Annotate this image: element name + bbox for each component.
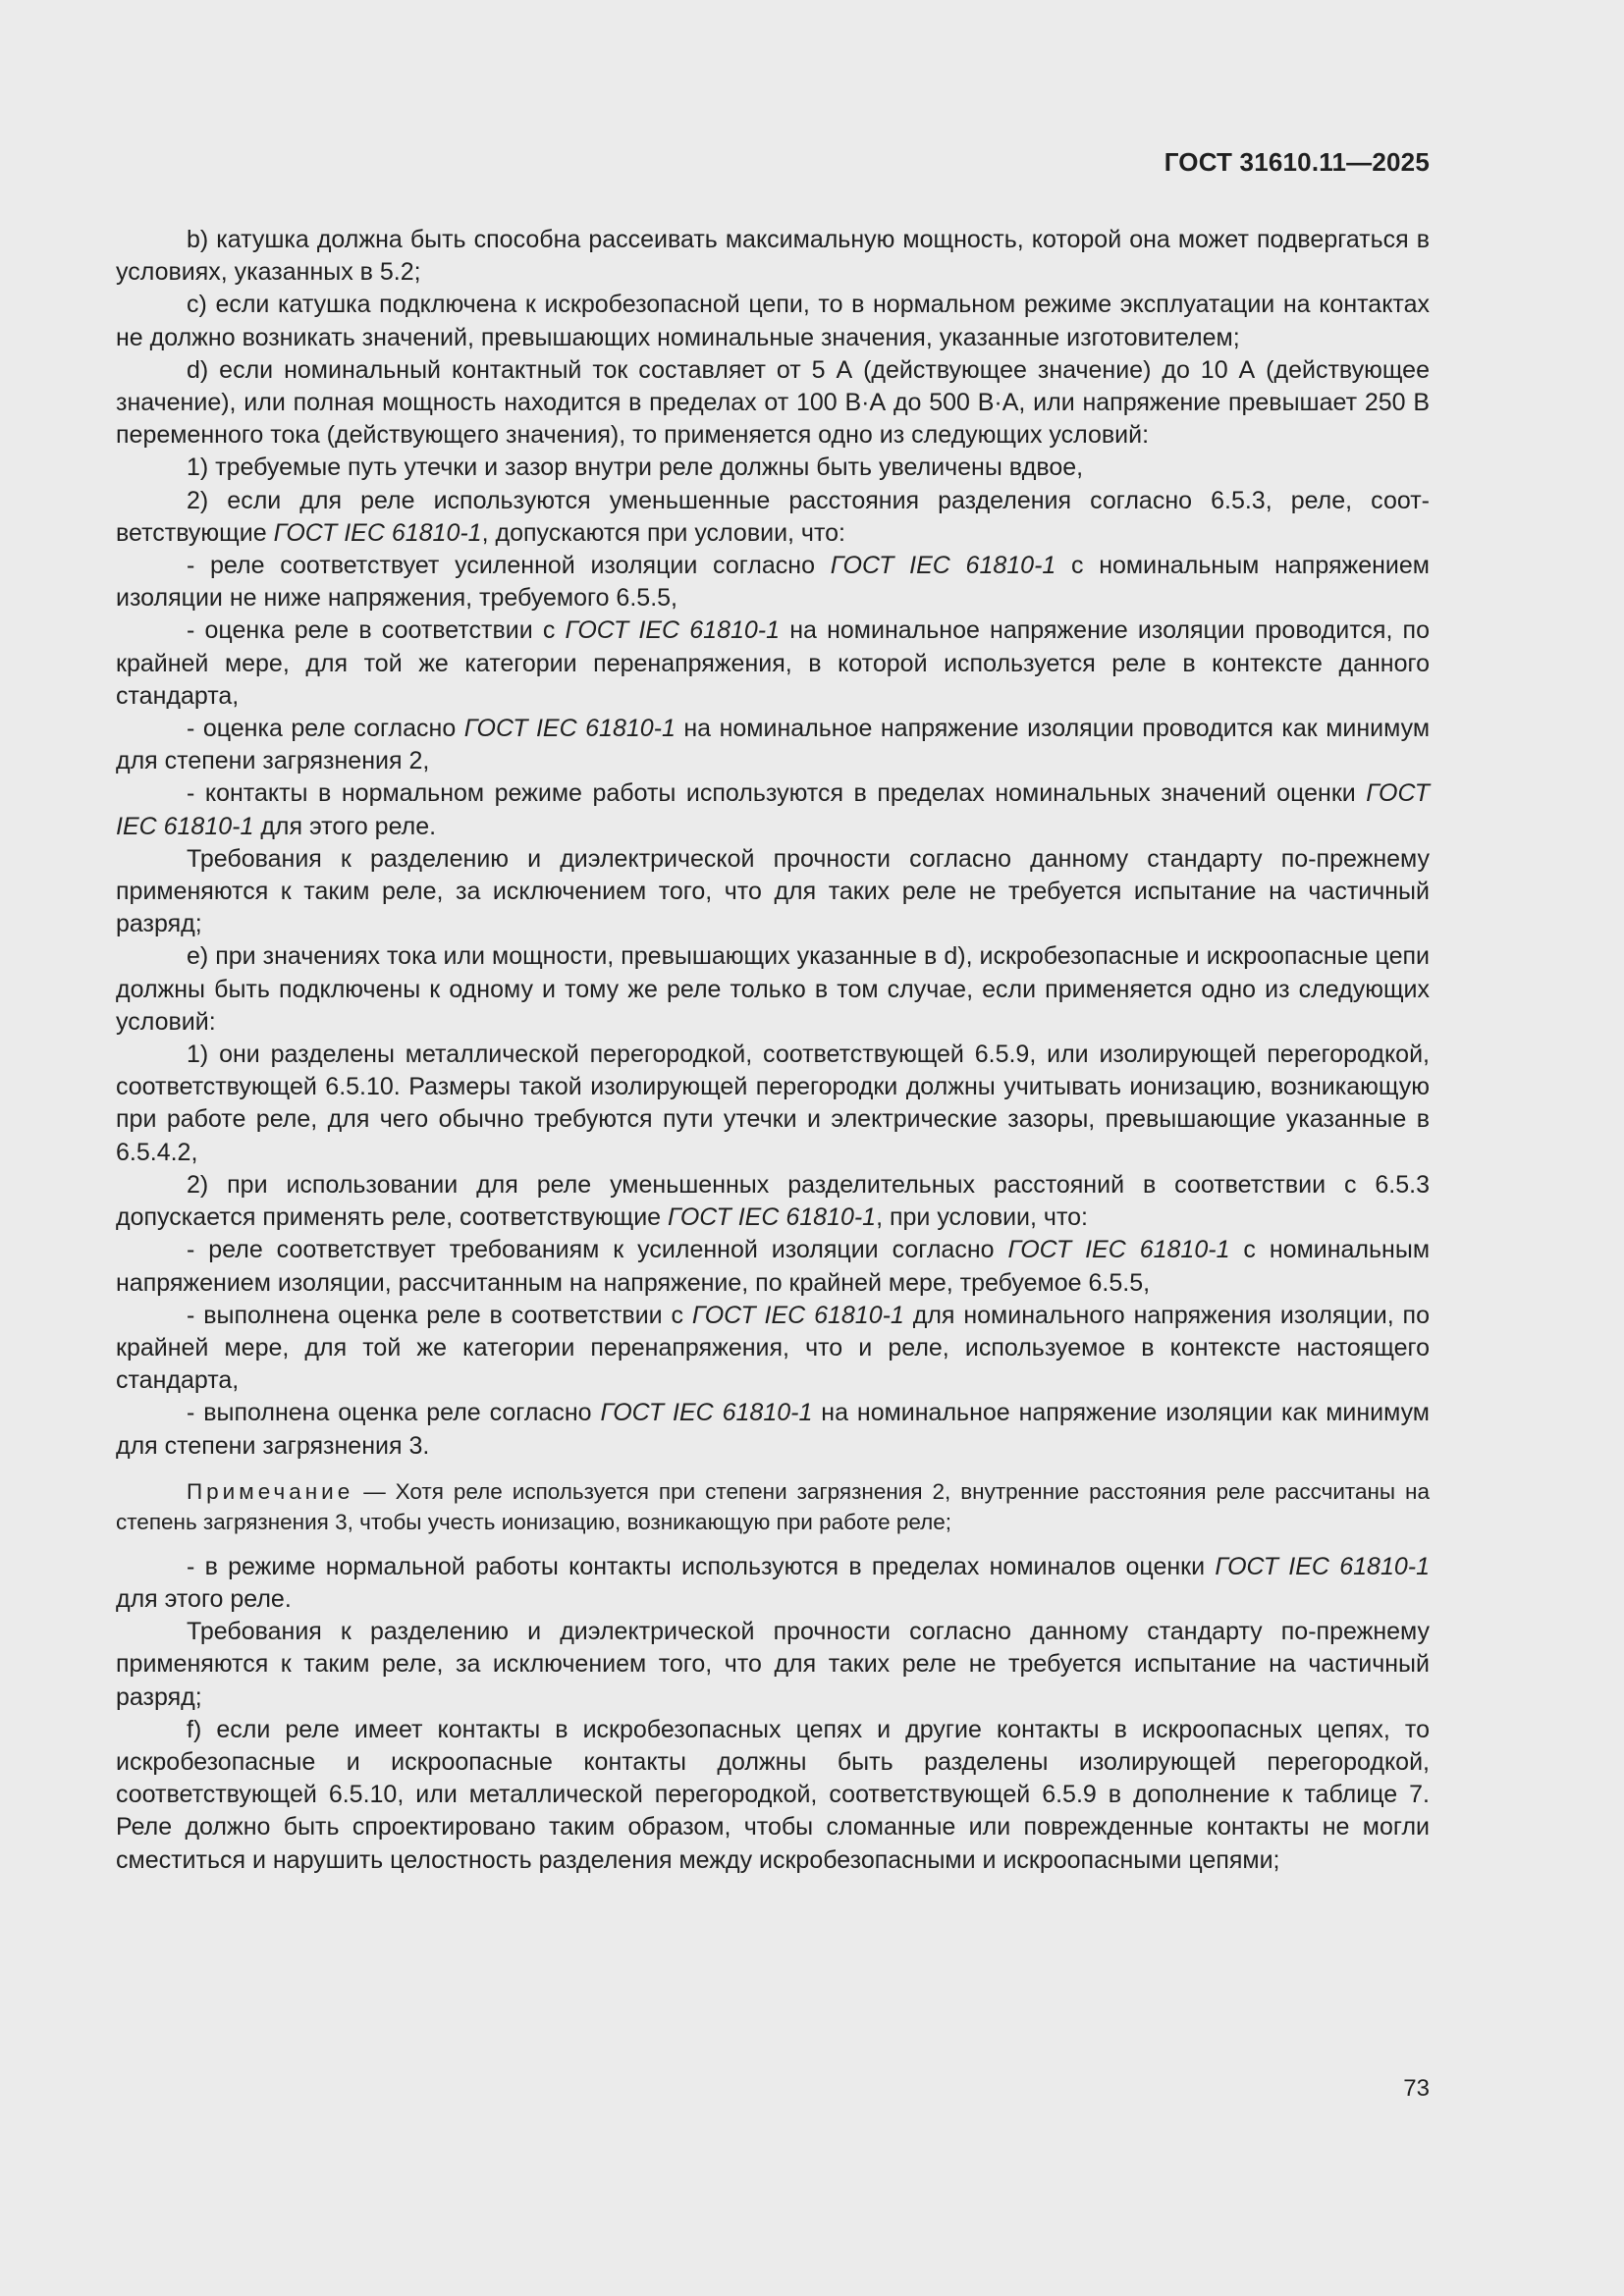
text-segment: Требования к разделению и диэлектрической прочности согласно данному стандарту по-прежнему применяются к таким реле, за исключением того, что для таких реле не требуется испытание на частичный разряд; bbox=[116, 1618, 1430, 1711]
standard-reference: ГОСТ IEC 61810-1 bbox=[116, 779, 1430, 840]
paragraph bbox=[116, 1616, 1430, 1714]
standard-reference: ГОСТ IEC 61810-1 bbox=[273, 518, 482, 547]
standard-reference: ГОСТ IEC 61810-1 bbox=[1215, 1552, 1430, 1580]
text-segment: для этого реле. bbox=[253, 812, 437, 840]
text-segment: с номинальным напряжением изоляции, рассчитанным на напряжение, по крайней мере, требуемое 6.5.5, bbox=[116, 1236, 1431, 1297]
text-segment: с номинальным напряжением изоляции не ниже напряжения, требуемого 6.5.5, bbox=[116, 552, 1430, 613]
standard-reference: ГОСТ IEC 61810-1 bbox=[830, 552, 1056, 580]
text-segment: для этого реле. bbox=[116, 1584, 292, 1613]
paragraph bbox=[116, 1714, 1430, 1877]
text-segment: - оценка реле в соответствии с bbox=[187, 616, 566, 645]
text-segment: для номинального напряжения изоляции, по крайней мере, для той же категории перенапряжения, что и реле, используемое в контексте настоящего стандарта, bbox=[116, 1301, 1430, 1395]
paragraph bbox=[116, 1300, 1430, 1398]
text-segment: b) катушка должна быть способна рассеивать максимальную мощность, которой она может подвергаться в условиях, указанных в 5.2; bbox=[116, 226, 1430, 287]
text-segment: - в режиме нормальной работы контакты используются в пределах номиналов оценки bbox=[187, 1552, 1216, 1580]
paragraph bbox=[116, 713, 1430, 777]
standard-reference: ГОСТ IEC 61810-1 bbox=[668, 1203, 877, 1232]
paragraph bbox=[116, 1234, 1430, 1299]
paragraph bbox=[116, 1397, 1430, 1462]
text-segment: - контакты в нормальном режиме работы используются в пределах номинальных значений оценки bbox=[187, 779, 1367, 808]
paragraph bbox=[116, 1169, 1430, 1234]
standard-reference: ГОСТ IEC 61810-1 bbox=[600, 1399, 813, 1427]
paragraph bbox=[116, 1551, 1430, 1616]
text-segment: d) если номинальный контактный ток составляет от 5 А (действующее значение) до 10 А (действующее значение), или полная мощность находится в пределах от 100 В·А до 500 В·А, или напряжение превышает 250 В переменного тока (действующего значения), то применяется одно из следующих условий: bbox=[116, 355, 1430, 450]
text-segment: на номинальное напряжение изоляции проводится, по крайней мере, для той же категории перенапряжения, в которой используется реле в контексте данного стандарта, bbox=[116, 616, 1430, 710]
text-segment: 1) требуемые путь утечки и зазор внутри реле должны быть увеличены вдвое, bbox=[187, 454, 1084, 482]
text-segment: , при условии, что: bbox=[876, 1203, 1088, 1232]
standard-reference: ГОСТ IEC 61810-1 bbox=[463, 715, 676, 743]
text-segment: f) если реле имеет контакты в искробезопасных цепях и другие контакты в искроопасных цепях, то искробезопасные и искроопасные контакты должны быть разделены изолирующей перегородкой, соответствующей 6.5.10, или металлической перегородкой, соответствующей 6.5.9 в дополнение к таблице 7. Реле должно быть спроектировано таким образом, чтобы сломанные или поврежденные контакты не могли сместиться и нарушить целостность разделения между искробезопасными и искроопасными цепями; bbox=[116, 1715, 1430, 1874]
text-segment: Требования к разделению и диэлектрической прочности согласно данному стандарту по-прежнему применяются к таким реле, за исключением того, что для таких реле не требуется испытание на частичный разряд; bbox=[116, 844, 1430, 938]
note-paragraph bbox=[116, 1476, 1430, 1537]
paragraph bbox=[116, 843, 1430, 941]
text-segment: , допускаются при условии, что: bbox=[481, 518, 845, 547]
paragraph bbox=[116, 614, 1430, 713]
standard-reference: ГОСТ IEC 61810-1 bbox=[1007, 1236, 1230, 1264]
standard-reference: ГОСТ IEC 61810-1 bbox=[691, 1301, 904, 1329]
text-segment: c) если катушка подключена к искробезопасной цепи, то в нормальном режиме эксплуатации на контактах не должно возникать значений, превышающих номинальные значения, указанные изготовителем; bbox=[116, 291, 1430, 351]
text-segment: - реле соответствует требованиям к усиленной изоляции согласно bbox=[187, 1236, 1008, 1264]
paragraph bbox=[116, 940, 1430, 1039]
text-segment: - реле соответствует усиленной изоляции согласно bbox=[187, 552, 831, 580]
text-segment: на номинальное напряжение изоляции проводится как минимум для степени загрязнения 2, bbox=[116, 715, 1431, 775]
text-segment: - выполнена оценка реле согласно bbox=[187, 1399, 601, 1427]
paragraph bbox=[116, 550, 1430, 614]
text-segment: - оценка реле согласно bbox=[187, 715, 464, 743]
paragraph bbox=[116, 485, 1430, 550]
text-segment: 1) они разделены металлической перегородкой, соответствующей 6.5.9, или изолирующей перегородкой, соответствующей 6.5.10. Размеры такой изолирующей перегородки должны учитывать ионизацию, возникающую при работе реле, для чего обычно требуются пути утечки и электрические зазоры, превышающие указанные в 6.5.4.2, bbox=[116, 1041, 1430, 1166]
paragraph bbox=[116, 452, 1430, 484]
page-number: 73 bbox=[1403, 2075, 1430, 2102]
paragraph bbox=[116, 289, 1430, 353]
text-segment: 2) при использовании для реле уменьшенных разделительных расстояний в соответствии с 6.5.3 допускается применять реле, соответствующие bbox=[116, 1170, 1430, 1232]
text-segment: - выполнена оценка реле в соответствии с bbox=[187, 1301, 692, 1329]
note-label: Примечание bbox=[187, 1478, 354, 1504]
standard-reference: ГОСТ IEC 61810-1 bbox=[565, 616, 781, 645]
paragraph bbox=[116, 354, 1430, 453]
text-segment: 2) если для реле используются уменьшенные расстояния разделения согласно 6.5.3, реле, соответствующие bbox=[116, 486, 1430, 547]
text-segment: e) при значениях тока или мощности, превышающих указанные в d), искробезопасные и искроопасные цепи должны быть подключены к одному и тому же реле только в том случае, если применяется одно из следующих условий: bbox=[116, 942, 1430, 1036]
text-segment: — Хотя реле используется при степени загрязнения 2, внутренние расстояния реле рассчитаны на степень загрязнения 3, чтобы учесть ионизацию, возникающую при работе реле; bbox=[116, 1478, 1430, 1534]
paragraph bbox=[116, 1039, 1430, 1169]
document-header: ГОСТ 31610.11—2025 bbox=[1164, 147, 1430, 177]
document-body bbox=[116, 224, 1430, 1877]
paragraph bbox=[116, 777, 1430, 842]
text-segment: на номинальное напряжение изоляции как минимум для степени загрязнения 3. bbox=[116, 1399, 1430, 1460]
paragraph bbox=[116, 224, 1430, 289]
